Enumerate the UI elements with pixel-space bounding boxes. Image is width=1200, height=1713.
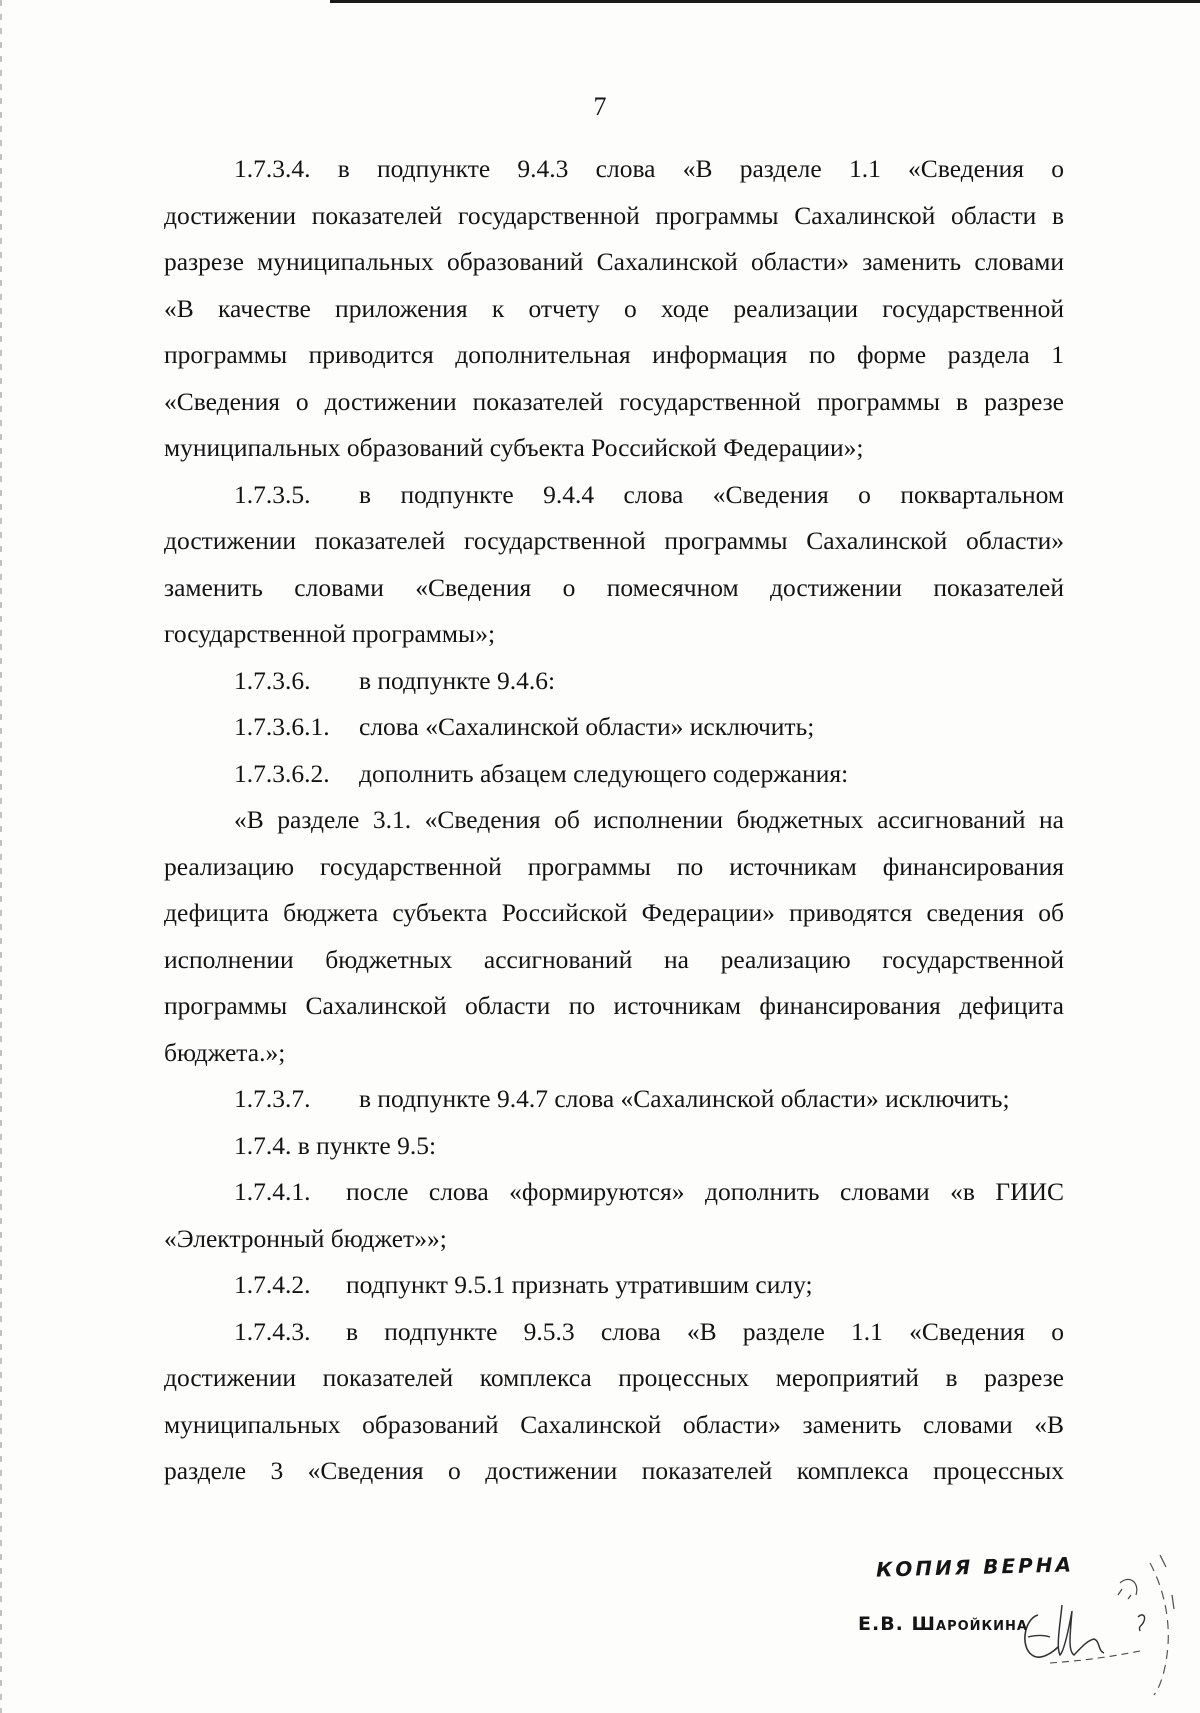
paragraph-line	[164, 704, 1064, 751]
paragraph-line: муниципальных образований Сахалинской области» заменить словами «В	[164, 1409, 1064, 1439]
paragraph-line: бюджета.»;	[164, 1037, 286, 1067]
paragraph-line: реализацию государственной программы по источникам финансирования	[164, 851, 1064, 881]
paragraph-line: достижении показателей государственной программы Сахалинской области в	[164, 200, 1064, 230]
scan-edge	[0, 0, 2, 1713]
clause-text: подпункт 9.5.1 признать утратившим силу;	[346, 1270, 813, 1299]
clause-number: 1.7.3.6.1.	[234, 712, 330, 741]
paragraph-line	[164, 658, 1064, 705]
paragraph-line	[164, 146, 1064, 193]
clause-number: 1.7.3.6.2.	[234, 758, 330, 788]
clause-text: слова «Сахалинской области» исключить;	[359, 712, 815, 741]
paragraph-line	[164, 1169, 1064, 1216]
clause-text: в подпункте 9.4.7 слова «Сахалинской области» исключить;	[359, 1084, 1010, 1113]
paragraph-line	[164, 472, 1064, 519]
paragraph-line: разделе 3 «Сведения о достижении показателей комплекса процессных	[164, 1456, 1064, 1485]
paragraph-line: дефицита бюджета субъекта Российской Федерации» приводятся сведения об	[164, 898, 1064, 927]
top-border-line	[330, 0, 1200, 3]
paragraph-line: «Сведения о достижении показателей государственной программы в разрезе	[164, 386, 1064, 416]
paragraph-line: 1.7.4. в пункте 9.5:	[234, 1130, 437, 1160]
copy-certified-stamp: КОПИЯ ВЕРНА	[875, 1552, 1075, 1582]
clause-text: после слова «формируются» дополнить словами «в ГИИС	[346, 1177, 1064, 1206]
clause-number: 1.7.3.6.	[234, 665, 311, 695]
clause-number: 1.7.4.2.	[234, 1270, 311, 1299]
clause-number: 1.7.4.3.	[234, 1316, 311, 1346]
stamp-surname-rest: АРОЙКИНА	[936, 1619, 1028, 1634]
paragraph-line	[164, 1262, 1064, 1309]
clause-number: 1.7.3.5.	[234, 479, 311, 509]
page-number: 7	[593, 92, 607, 121]
document-body	[164, 146, 1064, 1495]
paragraph-line: программы приводится дополнительная информация по форме раздела 1	[164, 340, 1064, 369]
paragraph-line: достижении показателей государственной программы Сахалинской области»	[164, 526, 1064, 555]
paragraph-line: разрезе муниципальных образований Сахалинской области» заменить словами	[164, 247, 1064, 276]
clause-text: в подпункте 9.4.4 слова «Сведения о поквартальном	[359, 479, 1064, 509]
paragraph-line: исполнении бюджетных ассигнований на реализацию государственной	[164, 944, 1064, 974]
paragraph-line: государственной программы»;	[164, 619, 496, 648]
clause-text: в подпункте 9.4.6:	[359, 665, 556, 695]
paragraph-line	[164, 1076, 1064, 1123]
clause-text: в подпункте 9.4.3 слова «В разделе 1.1 «Сведения о	[310, 154, 1064, 183]
clause-text: дополнить абзацем следующего содержания:	[359, 758, 849, 788]
paragraph-line: «В качестве приложения к отчету о ходе реализации государственной	[164, 293, 1064, 323]
paragraph-line: программы Сахалинской области по источникам финансирования дефицита	[164, 991, 1064, 1020]
paragraph-line: муниципальных образований субъекта Российской Федерации»;	[164, 433, 864, 462]
clause-number: 1.7.3.4.	[234, 154, 311, 183]
stamp-signatory	[858, 1613, 1028, 1635]
paragraph-line: «В разделе 3.1. «Сведения об исполнении бюджетных ассигнований на	[234, 805, 1064, 834]
clause-number: 1.7.3.7.	[234, 1084, 311, 1113]
handwritten-signature	[1010, 1555, 1190, 1705]
stamp-initials: Е.В.	[858, 1613, 904, 1635]
clause-number: 1.7.4.1.	[234, 1177, 311, 1206]
paragraph-line	[164, 1309, 1064, 1356]
stamp-surname-first: Ш	[911, 1613, 937, 1635]
paragraph-line: «Электронный бюджет»»;	[164, 1223, 447, 1253]
paragraph-line	[164, 751, 1064, 798]
paragraph-line: заменить словами «Сведения о помесячном достижении показателей	[164, 572, 1064, 602]
paragraph-line: достижении показателей комплекса процессных мероприятий в разрезе	[164, 1363, 1064, 1392]
clause-text: в подпункте 9.5.3 слова «В разделе 1.1 «Сведения о	[346, 1316, 1064, 1346]
